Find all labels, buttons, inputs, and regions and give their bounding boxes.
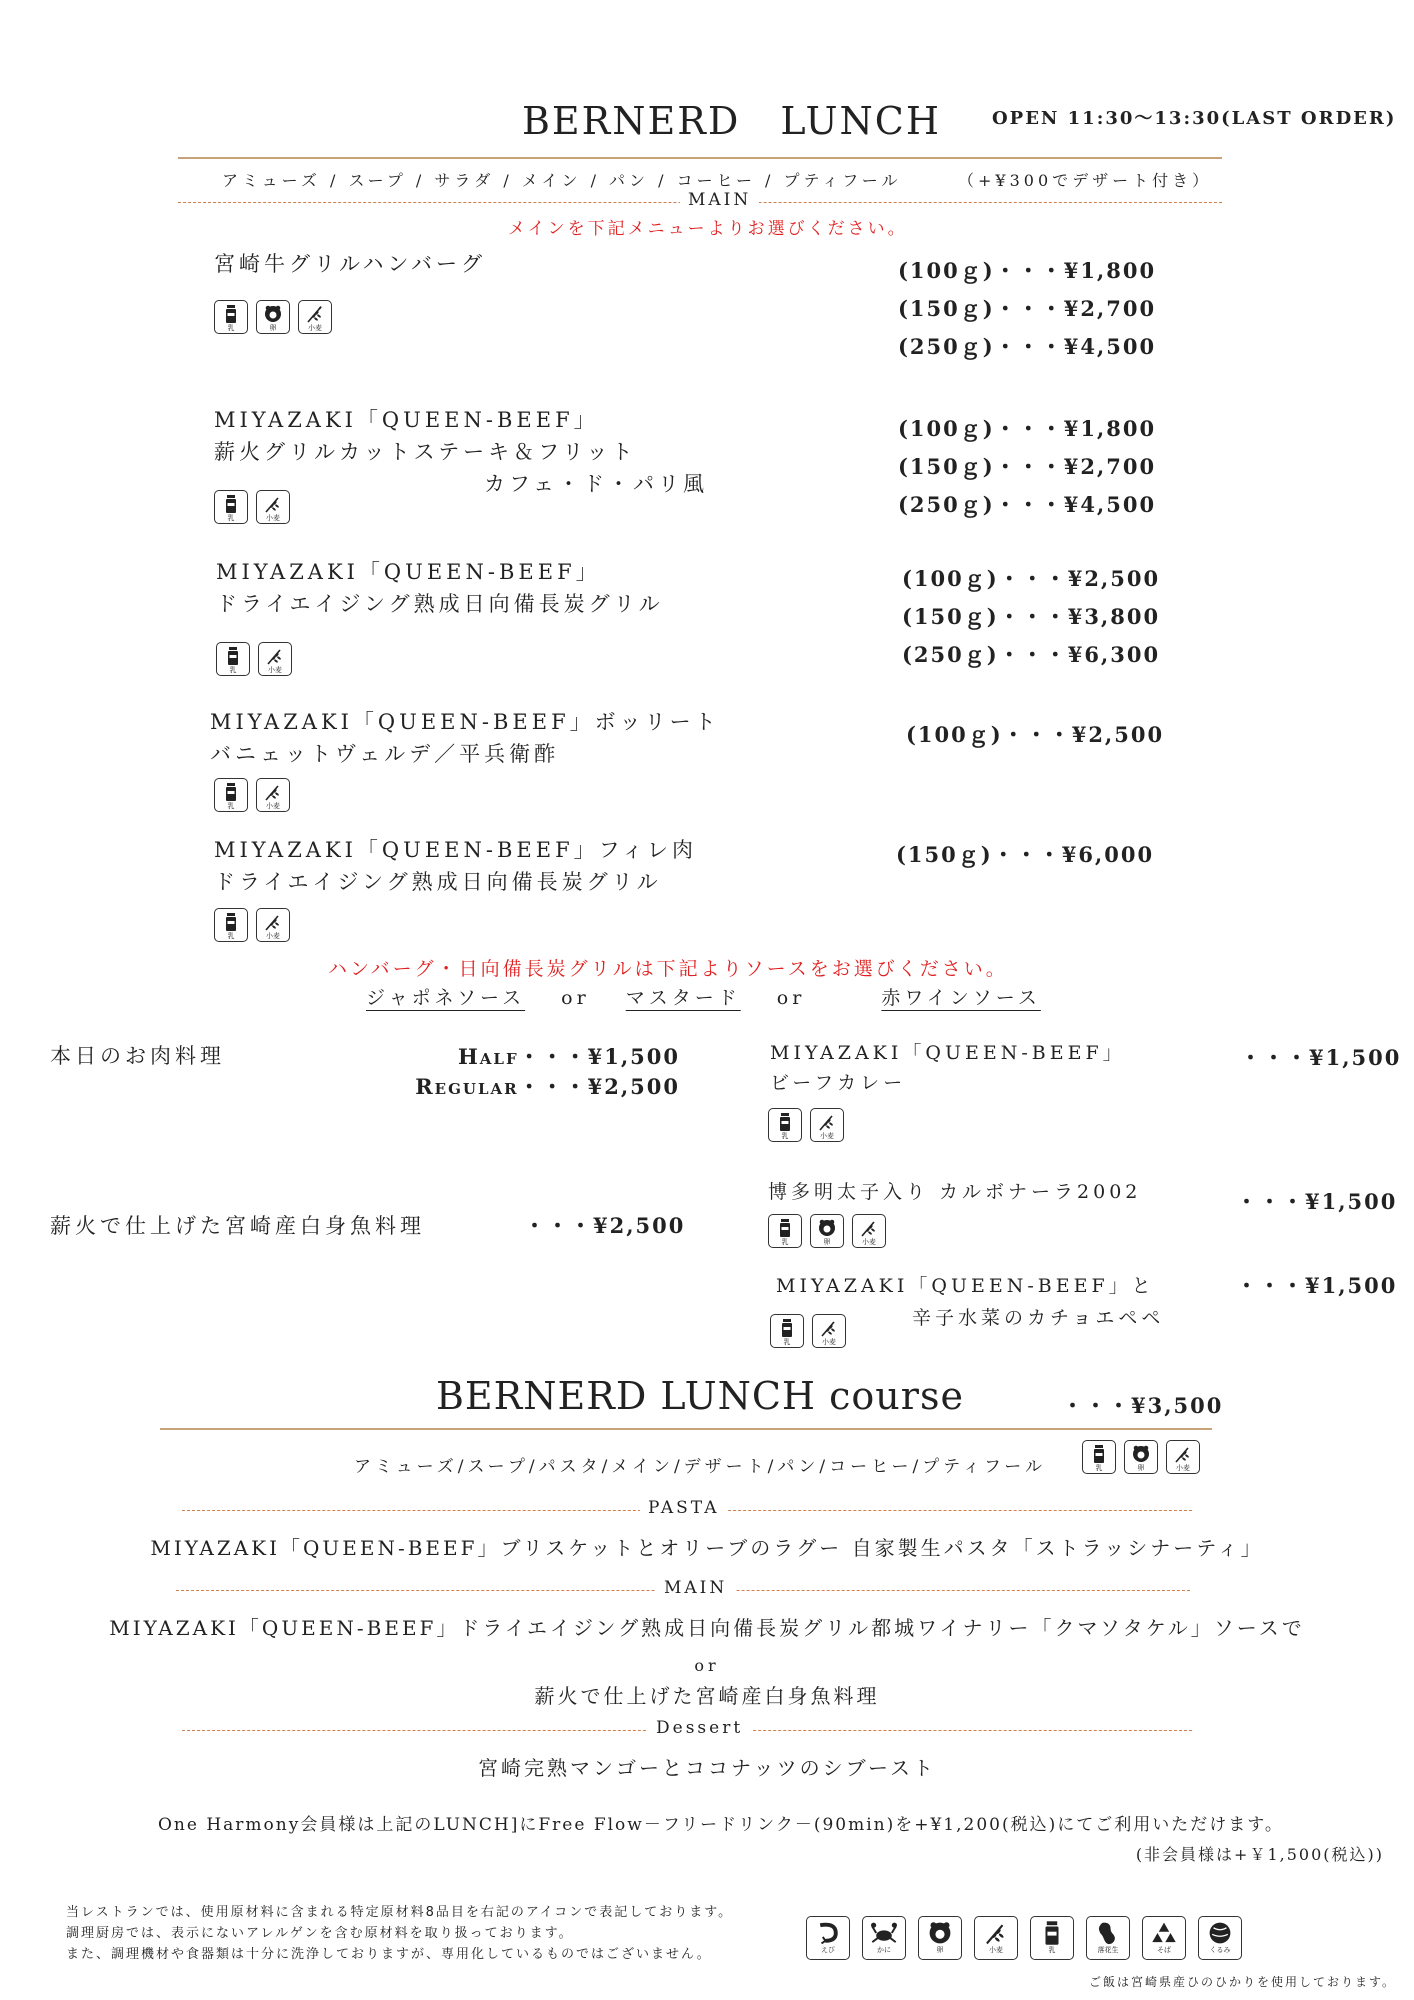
allergen-icons: [216, 642, 292, 676]
milk-icon: 乳: [770, 1314, 804, 1348]
dessert-section-label: Dessert: [648, 1718, 751, 1738]
allergen-legend: [806, 1916, 1242, 1960]
price: (100ｇ)・・・¥2,500: [906, 722, 1165, 747]
item-name: バニェットヴェルデ／平兵衛酢: [210, 742, 560, 766]
pasta-section-label: PASTA: [640, 1498, 728, 1518]
carbonara-name: 博多明太子入り カルボナーラ2002: [768, 1181, 1142, 1203]
wheat-icon: 小麦: [256, 778, 290, 812]
open-hours: OPEN 11:30〜13:30(LAST ORDER): [992, 108, 1397, 129]
today-meat-name: 本日のお肉料理: [50, 1044, 225, 1068]
course-items: アミューズ/スープ/パスタ/メイン/デザート/パン/コーヒー/プティフール: [354, 1457, 1046, 1477]
course-price: ・・・¥3,500: [1062, 1393, 1224, 1418]
rice-note: ご飯は宮崎県産ひのひかりを使用しております。: [1088, 1975, 1396, 1989]
item-name: ビーフカレー: [770, 1072, 907, 1094]
main-item-cut-steak-prices: [898, 410, 1156, 524]
item-name: 薪火グリルカットステーキ＆フリット: [214, 440, 637, 464]
free-flow-note: One Harmony会員様は上記のLUNCH]にFree Flow－フリードリンク－(90min)を+¥1,200(税込)にてご利用いただけます。: [158, 1815, 1284, 1835]
item-name: MIYAZAKI「QUEEN-BEEF」と: [776, 1275, 1155, 1297]
item-name: ドライエイジング熟成日向備長炭グリル: [216, 592, 664, 616]
item-name: ドライエイジング熟成日向備長炭グリル: [214, 870, 662, 894]
course-dessert: 宮崎完熟マンゴーとココナッツのシブースト: [478, 1756, 936, 1780]
wheat-icon: 小麦: [256, 490, 290, 524]
item-name: MIYAZAKI「QUEEN-BEEF」ボッリート: [210, 710, 720, 734]
peanut-icon: 落花生: [1086, 1916, 1130, 1960]
price: (250ｇ)・・・¥4,500: [898, 334, 1157, 359]
dessert-addon: （+¥300でデザート付き）: [958, 171, 1213, 190]
price: (150ｇ)・・・¥3,800: [902, 604, 1161, 629]
carbonara-price: ・・・¥1,500: [1236, 1189, 1398, 1214]
allergen-icons: [214, 490, 290, 524]
buckwheat-icon: そば: [1142, 1916, 1186, 1960]
page-title: BERNERD LUNCH: [522, 99, 941, 143]
wheat-icon: 小麦: [258, 642, 292, 676]
wheat-icon: 小麦: [256, 908, 290, 942]
egg-icon: 卵: [810, 1214, 844, 1248]
milk-icon: 乳: [1030, 1916, 1074, 1960]
item-name: MIYAZAKI「QUEEN-BEEF」: [216, 560, 601, 584]
sauce-option-mustard: マスタード: [625, 987, 741, 1009]
wheat-icon: 小麦: [852, 1214, 886, 1248]
course-main-label: MAIN: [656, 1578, 735, 1598]
allergen-icons: [770, 1314, 846, 1348]
price: (100ｇ)・・・¥1,800: [898, 258, 1157, 283]
egg-icon: 卵: [1124, 1440, 1158, 1474]
main-item-cut-steak: [214, 404, 708, 500]
main-item-bollito-prices: [906, 716, 1164, 754]
main-item-hamburg-prices: [898, 252, 1156, 366]
main-section-label: MAIN: [680, 190, 759, 210]
item-name: 宮崎牛グリルハンバーグ: [214, 252, 487, 276]
wheat-icon: 小麦: [974, 1916, 1018, 1960]
egg-icon: 卵: [256, 300, 290, 334]
crab-icon: かに: [862, 1916, 906, 1960]
item-name: 辛子水菜のカチョエペペ: [912, 1307, 1165, 1329]
non-member-note: (非会員様は+￥1,500(税込)): [1135, 1845, 1384, 1864]
header-divider: [178, 157, 1222, 159]
milk-icon: 乳: [1082, 1440, 1116, 1474]
price-regular: Regular・・・¥2,500: [415, 1074, 680, 1099]
price: (150ｇ)・・・¥6,000: [896, 842, 1155, 867]
sauce-note: ハンバーグ・日向備長炭グリルは下記よりソースをお選びください。: [328, 958, 1008, 980]
main-item-dry-aged-prices: [902, 560, 1160, 674]
today-meat-prices: [415, 1042, 680, 1102]
price-half: Half・・・¥1,500: [457, 1044, 680, 1069]
course-main: MIYAZAKI「QUEEN-BEEF」ドライエイジング熟成日向備長炭グリル都城ワイナリー「クマソタケル」ソースで: [109, 1616, 1305, 1640]
sauce-option-red-wine: 赤ワインソース: [881, 987, 1041, 1009]
main-item-hamburg: [214, 248, 486, 280]
course-divider: [160, 1428, 1212, 1430]
item-name: MIYAZAKI「QUEEN-BEEF」: [214, 408, 599, 432]
price: (100ｇ)・・・¥1,800: [898, 416, 1157, 441]
wheat-icon: 小麦: [812, 1314, 846, 1348]
notice-line: また、調理機材や食器類は十分に洗浄しておりますが、専用化しているものではございません。: [66, 1947, 712, 1962]
allergen-icons: [214, 908, 290, 942]
course-title: BERNERD LUNCH course: [436, 1374, 964, 1418]
milk-icon: 乳: [216, 642, 250, 676]
course-main-alt: 薪火で仕上げた宮崎産白身魚料理: [534, 1684, 880, 1708]
milk-icon: 乳: [214, 300, 248, 334]
beef-curry: [770, 1038, 1126, 1098]
course-pasta: MIYAZAKI「QUEEN-BEEF」ブリスケットとオリーブのラグー 自家製生パスタ「ストラッシナーティ」: [150, 1536, 1264, 1560]
wheat-icon: 小麦: [810, 1108, 844, 1142]
price: (100ｇ)・・・¥2,500: [902, 566, 1161, 591]
main-item-bollito: [210, 706, 720, 770]
allergen-icons: [1082, 1440, 1200, 1474]
allergen-icons: [768, 1214, 886, 1248]
cacio-e-pepe-price: ・・・¥1,500: [1236, 1273, 1398, 1298]
notice-line: 当レストランでは、使用原材料に含まれる特定原材料8品目を右記のアイコンで表記しております。: [66, 1905, 734, 1920]
price: (250ｇ)・・・¥6,300: [902, 642, 1161, 667]
sauce-or: or: [776, 987, 806, 1009]
item-name: カフェ・ド・パリ風: [484, 472, 708, 496]
notice-line: 調理厨房では、表示にないアレルゲンを含む原材料を取り扱っております。: [66, 1926, 574, 1941]
egg-icon: 卵: [918, 1916, 962, 1960]
main-item-dry-aged: [216, 556, 664, 620]
choose-main-note: メインを下記メニューよりお選びください。: [508, 219, 908, 239]
lunch-courses: アミューズ / スープ / サラダ / メイン / パン / コーヒー / プティフール: [222, 171, 902, 190]
shrimp-icon: えび: [806, 1916, 850, 1960]
fish-dish-name: 薪火で仕上げた宮崎産白身魚料理: [50, 1214, 425, 1238]
price: (250ｇ)・・・¥4,500: [898, 492, 1157, 517]
milk-icon: 乳: [214, 490, 248, 524]
item-name: MIYAZAKI「QUEEN-BEEF」フィレ肉: [214, 838, 697, 862]
walnut-icon: くるみ: [1198, 1916, 1242, 1960]
allergen-icons: [768, 1108, 844, 1142]
sauce-or: or: [561, 987, 590, 1009]
allergen-notice: [66, 1902, 733, 1965]
milk-icon: 乳: [768, 1214, 802, 1248]
fish-dish-price: ・・・¥2,500: [524, 1213, 686, 1238]
allergen-icons: [214, 778, 290, 812]
wheat-icon: 小麦: [1166, 1440, 1200, 1474]
main-item-fillet: [214, 834, 697, 898]
price: (150ｇ)・・・¥2,700: [898, 454, 1157, 479]
wheat-icon: 小麦: [298, 300, 332, 334]
milk-icon: 乳: [768, 1108, 802, 1142]
main-item-fillet-prices: [896, 836, 1154, 874]
allergen-icons: [214, 300, 332, 334]
sauce-options: [366, 982, 1041, 1014]
price: (150ｇ)・・・¥2,700: [898, 296, 1157, 321]
milk-icon: 乳: [214, 908, 248, 942]
course-main-or: or: [694, 1656, 720, 1675]
item-name: MIYAZAKI「QUEEN-BEEF」: [770, 1042, 1126, 1064]
beef-curry-price: ・・・¥1,500: [1240, 1045, 1402, 1070]
sauce-option-japonaise: ジャポネソース: [366, 987, 526, 1009]
milk-icon: 乳: [214, 778, 248, 812]
